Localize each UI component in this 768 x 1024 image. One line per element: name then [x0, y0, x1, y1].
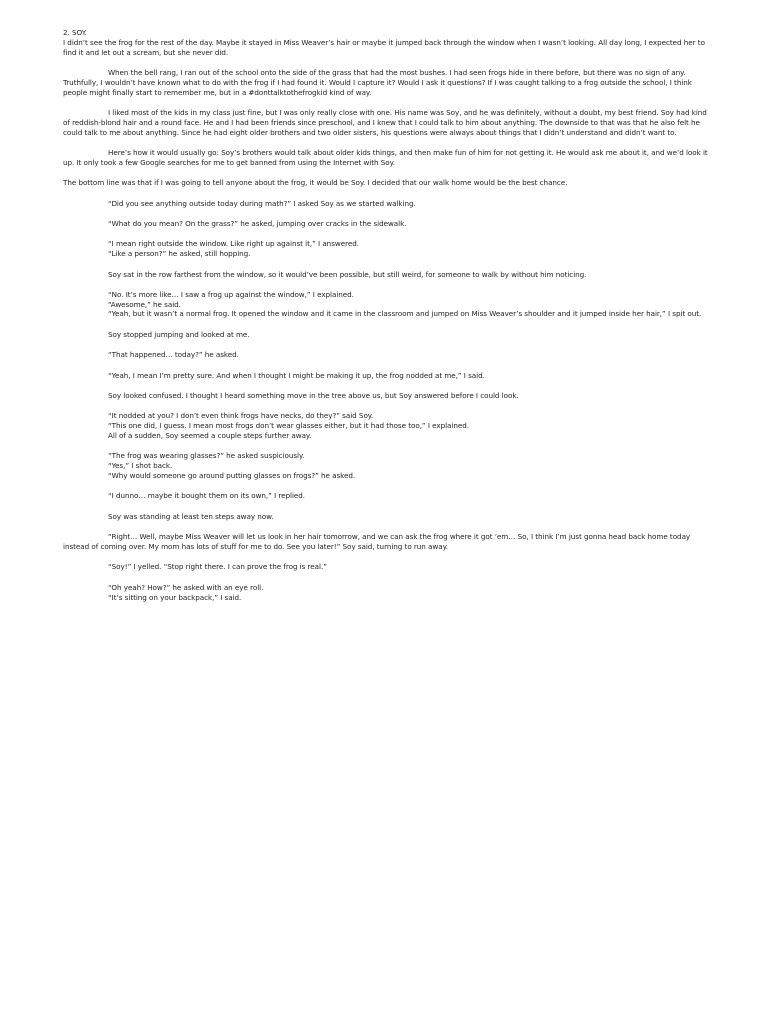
- dialogue-line: “Soy!” I yelled. “Stop right there. I can prove the frog is real.”: [108, 562, 327, 572]
- dialogue-line: “This one did, I guess. I mean most frogs don’t wear glasses either, but it had those too,” I explained.: [108, 421, 469, 431]
- dialogue-line: “Awesome,” he said.: [108, 299, 181, 309]
- paragraph: I didn’t see the frog for the rest of the day. Maybe it stayed in Miss Weaver’s hair or maybe it jumped back through the window when I wasn’t looking. All day long, I expected her to find it and let out a scream, but she never did.: [63, 37, 705, 57]
- dialogue-line: “Yeah, I mean I’m pretty sure. And when I thought I might be making it up, the frog nodded at me,” I said.: [108, 370, 485, 380]
- dialogue-line: Soy sat in the row farthest from the window, so it would’ve been possible, but still weird, for someone to walk by without him noticing.: [108, 269, 587, 279]
- dialogue-line: “I mean right outside the window. Like right up against it,” I answered.: [108, 239, 359, 249]
- dialogue-line: “What do you mean? On the grass?” he asked, jumping over cracks in the sidewalk.: [108, 218, 407, 228]
- dialogue-line: “That happened… today?” he asked.: [108, 350, 239, 360]
- chapter-heading: 2. SOY.: [63, 28, 87, 37]
- paragraph: “Right… Well, maybe Miss Weaver will let us look in her hair tomorrow, and we can ask the frog where it got ’em… So, I think I’m just gonna head back home today instead of coming over. My mom has lots of stuff for me to do. See you later!” Soy said, turning to run away.: [63, 532, 691, 551]
- dialogue-line: “It nodded at you? I don’t even think frogs have necks, do they?” said Soy.: [108, 411, 374, 421]
- dialogue-line: “Yeah, but it wasn’t a normal frog. It opened the window and it came in the classroom and jumped on Miss Weaver’s shoulder and it jumped inside her hair,” I spit out.: [108, 309, 702, 319]
- dialogue-line: Soy looked confused. I thought I heard something move in the tree above us, but Soy answered before I could look.: [108, 391, 519, 401]
- dialogue-line: “Oh yeah? How?” he asked with an eye roll.: [108, 582, 264, 592]
- dialogue-line: All of a sudden, Soy seemed a couple steps further away.: [108, 431, 312, 441]
- dialogue-line: Soy stopped jumping and looked at me.: [108, 329, 250, 339]
- dialogue-line: “Yes,” I shot back.: [108, 461, 173, 471]
- dialogue-line: “It’s sitting on your backpack,” I said.: [108, 592, 242, 602]
- dialogue-line: Soy was standing at least ten steps away now.: [108, 511, 274, 521]
- dialogue-line: “No. It’s more like… I saw a frog up against the window,” I explained.: [108, 289, 354, 299]
- dialogue-line: “I dunno… maybe it bought them on its own,” I replied.: [108, 491, 306, 501]
- paragraph: Here’s how it would usually go: Soy’s brothers would talk about older kids things, and then make fun of him for not getting it. He would ask me about it, and we’d look it up. It only took a few Google searches for me to get banned from using the Internet with Soy.: [63, 147, 708, 167]
- dialogue-line: “Did you see anything outside today during math?” I asked Soy as we started walking.: [108, 198, 416, 208]
- paragraph: The bottom line was that if I was going to tell anyone about the frog, it would be Soy. I decided that our walk home would be the best chance.: [63, 178, 568, 188]
- dialogue-line: “The frog was wearing glasses?” he asked suspiciously.: [108, 451, 305, 461]
- paragraph: When the bell rang, I ran out of the school onto the side of the grass that had the most bushes. I had seen frogs hide in there before, but there was no sign of any. Truthfully, I wouldn’t have known what to do with the frog if I had found it. Would I capture it? Would I ask it questions? If I was caught talking to a frog outside the school, I think people might finally start to remember me, but in a #donttalktothefrogkid kind of way.: [63, 67, 692, 97]
- dialogue-line: “Why would someone go around putting glasses on frogs?” he asked.: [108, 471, 356, 481]
- paragraph: I liked most of the kids in my class just fine, but I was only really close with one. His name was Soy, and he was definitely, without a doubt, my best friend. Soy had kind of reddish-blond hair and a round face. He and I had been friends since preschool, and I knew that I could talk to him about anything. The downside to that was that he also felt he could talk to me about anything. Since he had eight older brothers and two older sisters, his questions were always about things that I didn’t understand and didn’t want to.: [63, 107, 707, 137]
- dialogue-line: “Like a person?” he asked, still hopping.: [108, 249, 251, 259]
